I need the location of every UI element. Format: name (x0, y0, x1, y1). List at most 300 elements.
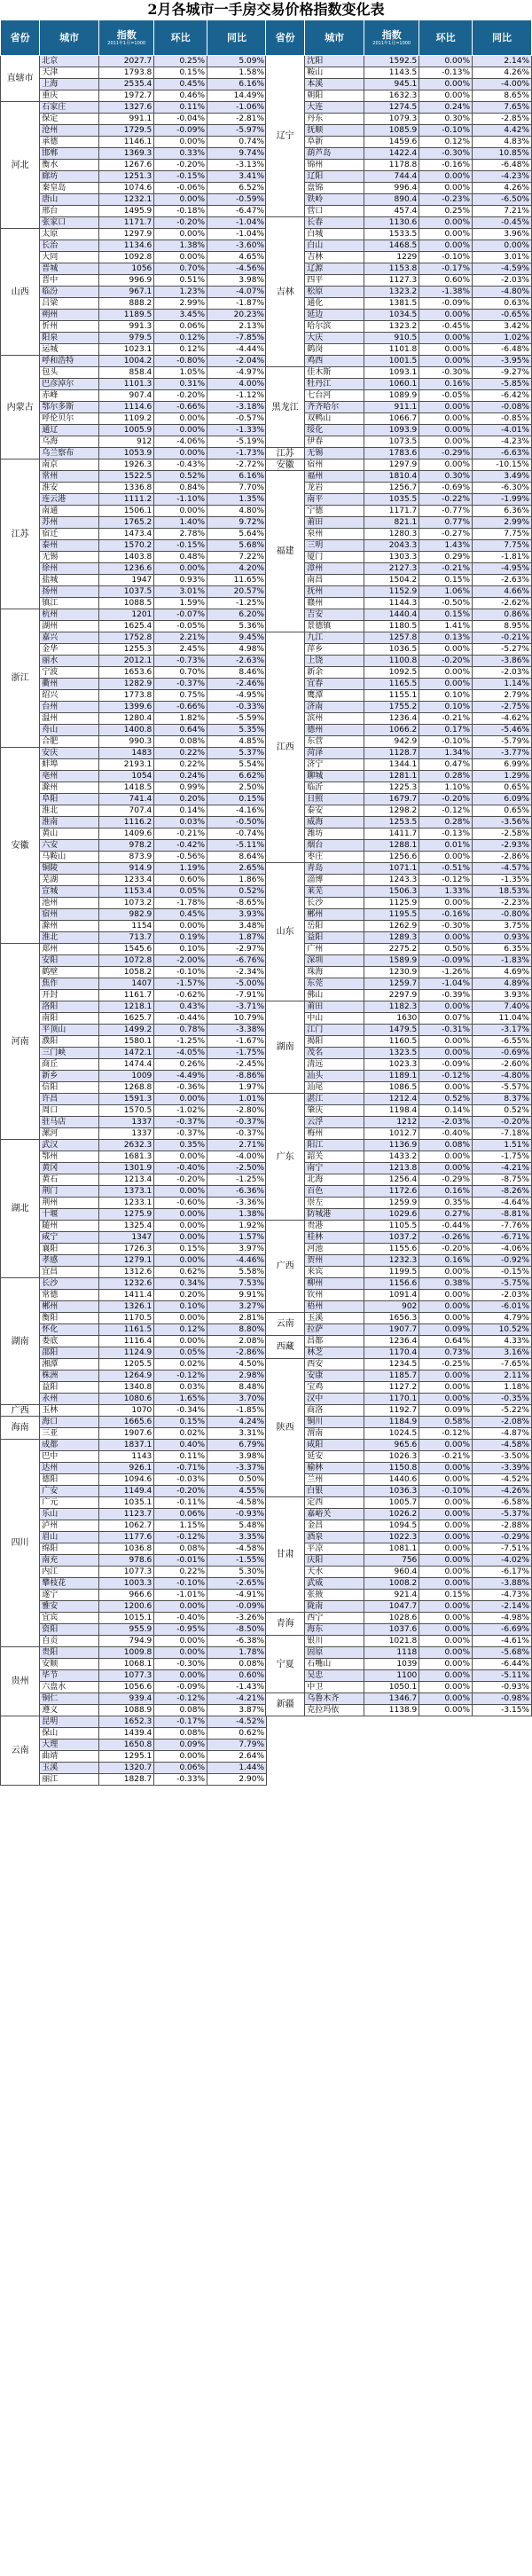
index-cell: 1073.2 (99, 898, 154, 909)
table-row (266, 690, 532, 702)
city-cell: 海口 (40, 1417, 99, 1428)
table-row (266, 644, 532, 656)
mom-cell: 0.09% (154, 1740, 207, 1751)
city-cell: 宁波 (40, 667, 99, 679)
yoy-cell: 8.65% (473, 90, 532, 102)
city-cell: 乌兰察布 (40, 448, 99, 459)
yoy-cell: 3.93% (473, 990, 532, 1001)
index-cell: 1570.5 (99, 1105, 154, 1117)
yoy-cell: -4.00% (473, 79, 532, 90)
yoy-cell: 6.62% (207, 771, 267, 782)
yoy-cell: 1.29% (473, 771, 532, 782)
city-cell: 黄山 (40, 829, 99, 840)
city-cell: 包头 (40, 367, 99, 379)
city-cell: 宜春 (305, 679, 364, 690)
table-row (266, 506, 532, 517)
yoy-cell: -5.75% (473, 1278, 532, 1290)
yoy-cell: -4.80% (473, 287, 532, 298)
mom-cell: 0.16% (419, 1186, 473, 1198)
yoy-cell: -4.26% (473, 1486, 532, 1497)
table-row (1, 794, 267, 805)
province-cell: 贵州 (1, 1647, 40, 1716)
table-row (1, 1451, 267, 1463)
city-cell: 临汾 (40, 287, 99, 298)
table-row (266, 321, 532, 333)
table-row (266, 1290, 532, 1301)
index-cell: 967.1 (99, 287, 154, 298)
index-cell: 1116.4 (99, 1336, 154, 1347)
city-cell: 石嘴山 (305, 1659, 364, 1670)
table-row (1, 471, 267, 483)
index-cell: 1111.2 (99, 494, 154, 506)
city-cell: 娄底 (40, 1336, 99, 1347)
city-cell: 曲靖 (40, 1751, 99, 1763)
city-cell: 阜阳 (40, 794, 99, 805)
city-cell: 平顶山 (40, 1025, 99, 1036)
mom-cell: 0.00% (419, 1001, 473, 1013)
city-cell: 鹤岗 (305, 344, 364, 356)
yoy-cell: -3.13% (207, 160, 267, 171)
city-cell: 承德 (40, 137, 99, 148)
mom-cell: -0.40% (154, 1613, 207, 1624)
yoy-cell: -3.88% (473, 1578, 532, 1590)
city-cell: 茂名 (305, 1048, 364, 1059)
mom-cell: -0.12% (419, 1428, 473, 1440)
mom-cell: 0.07% (419, 1013, 473, 1025)
index-cell: 1213.8 (364, 1163, 419, 1174)
table-row (1, 1336, 267, 1347)
table-row (266, 1001, 532, 1013)
table-row (266, 736, 532, 748)
city-cell: 绵阳 (40, 1543, 99, 1555)
yoy-cell: 4.26% (473, 67, 532, 79)
index-cell: 1926.3 (99, 459, 154, 471)
table-row (1, 1405, 267, 1417)
mom-cell: -0.22% (419, 494, 473, 506)
mom-cell: 0.00% (154, 137, 207, 148)
city-cell: 遂宁 (40, 1590, 99, 1601)
table-row (266, 1232, 532, 1244)
mom-cell: -0.30% (419, 148, 473, 160)
index-cell: 978.6 (99, 1555, 154, 1567)
yoy-cell: 4.85% (207, 736, 267, 748)
mom-cell: 0.52% (419, 1094, 473, 1105)
index-cell: 1262.9 (364, 921, 419, 932)
yoy-cell: -2.03% (473, 1290, 532, 1301)
mom-cell: -0.20% (154, 390, 207, 402)
index-cell: 1039 (364, 1659, 419, 1670)
table-row (266, 598, 532, 609)
index-cell: 1773.8 (99, 690, 154, 702)
mom-cell: 0.40% (154, 1440, 207, 1451)
yoy-cell: 7.53% (207, 1278, 267, 1290)
mom-cell: 1.38% (154, 240, 207, 252)
mom-cell: -0.10% (419, 252, 473, 263)
table-row (266, 1198, 532, 1209)
yoy-cell: -1.43% (207, 1682, 267, 1693)
yoy-cell: 4.50% (207, 1359, 267, 1370)
yoy-cell: -3.37% (207, 1463, 267, 1474)
province-cell: 广西 (266, 1221, 305, 1313)
table-row (266, 448, 532, 459)
mom-cell: 0.00% (154, 194, 207, 206)
city-cell: 淮安 (40, 483, 99, 494)
table-row (266, 1071, 532, 1082)
mom-cell: 0.16% (419, 1255, 473, 1267)
table-header-row (1, 20, 267, 56)
city-cell: 广安 (40, 1486, 99, 1497)
yoy-cell: -0.98% (473, 1693, 532, 1705)
table-row (1, 1520, 267, 1532)
yoy-cell: -4.73% (473, 1590, 532, 1601)
yoy-cell: 9.45% (207, 632, 267, 644)
table-row (1, 1428, 267, 1440)
yoy-cell: 9.74% (207, 148, 267, 160)
mom-cell: 0.00% (154, 563, 207, 575)
yoy-cell: -4.44% (207, 344, 267, 356)
yoy-cell: -1.85% (207, 1405, 267, 1417)
city-cell: 乐山 (40, 1509, 99, 1520)
mom-cell: -0.34% (154, 1405, 207, 1417)
city-cell: 焦作 (40, 978, 99, 990)
mom-cell: -0.13% (419, 67, 473, 79)
index-cell: 744.4 (364, 171, 419, 183)
index-cell: 1504.2 (364, 575, 419, 586)
mom-cell: -1.10% (154, 494, 207, 506)
yoy-cell: 2.99% (473, 517, 532, 529)
yoy-cell: 0.63% (473, 298, 532, 310)
city-cell: 齐齐哈尔 (305, 402, 364, 413)
city-cell: 四平 (305, 275, 364, 287)
col-header-city: 城市 (40, 20, 99, 56)
mom-cell: 0.09% (419, 1324, 473, 1336)
mom-cell: -0.16% (419, 160, 473, 171)
index-cell: 1050.1 (364, 1682, 419, 1693)
mom-cell: -0.07% (154, 609, 207, 621)
yoy-cell: 5.37% (207, 748, 267, 759)
mom-cell: 0.00% (154, 1094, 207, 1105)
index-cell: 1495.9 (99, 206, 154, 217)
index-cell: 1172.6 (364, 1186, 419, 1198)
col-header-index (364, 20, 419, 56)
yoy-cell: 3.98% (207, 1451, 267, 1463)
table-row (266, 1025, 532, 1036)
mom-cell: 0.00% (419, 1267, 473, 1278)
yoy-cell: 1.02% (473, 333, 532, 344)
index-cell: 2297.9 (364, 990, 419, 1001)
yoy-cell: -6.01% (473, 1301, 532, 1313)
col-header-province: 省份 (1, 20, 40, 56)
index-cell: 1068.1 (99, 1659, 154, 1670)
city-cell: 阜新 (305, 137, 364, 148)
index-cell: 1080.6 (99, 1394, 154, 1405)
mom-cell: -1.04% (419, 978, 473, 990)
yoy-cell: -2.08% (473, 1417, 532, 1428)
table-row (266, 1705, 532, 1716)
mom-cell: -0.42% (154, 840, 207, 852)
table-row (266, 1163, 532, 1174)
yoy-cell: -0.08% (473, 402, 532, 413)
table-row (266, 1486, 532, 1497)
city-cell: 杭州 (40, 609, 99, 621)
mom-cell: 0.00% (419, 1624, 473, 1636)
yoy-cell: -1.55% (207, 1555, 267, 1567)
table-row (266, 1405, 532, 1417)
mom-cell: 0.64% (154, 725, 207, 736)
city-cell: 西安 (305, 1359, 364, 1370)
table-row (1, 1463, 267, 1474)
table-row (266, 898, 532, 909)
index-cell: 1114.6 (99, 402, 154, 413)
mom-cell: 0.12% (419, 137, 473, 148)
table-row (266, 1578, 532, 1590)
index-cell: 1312.6 (99, 1267, 154, 1278)
index-cell: 1440.6 (364, 1474, 419, 1486)
city-cell: 大同 (40, 252, 99, 263)
yoy-cell: -6.50% (473, 194, 532, 206)
province-cell: 云南 (1, 1716, 40, 1786)
province-cell: 湖南 (266, 1001, 305, 1094)
index-cell: 1259.7 (364, 978, 419, 990)
city-cell: 松原 (305, 287, 364, 298)
table-row (266, 967, 532, 978)
table-row (1, 1728, 267, 1740)
table-row (266, 575, 532, 586)
table-row (1, 575, 267, 586)
mom-cell: -0.20% (154, 217, 207, 229)
table-row (1, 402, 267, 413)
yoy-cell: 8.80% (207, 1324, 267, 1336)
table-row (1, 748, 267, 759)
yoy-cell: 3.01% (473, 252, 532, 263)
index-cell: 1479.5 (364, 1025, 419, 1036)
city-cell: 拉萨 (305, 1324, 364, 1336)
index-cell: 2012.1 (99, 656, 154, 667)
mom-cell: -4.06% (154, 436, 207, 448)
city-cell: 石家庄 (40, 102, 99, 114)
city-cell: 张掖 (305, 1590, 364, 1601)
index-cell: 1124.9 (99, 1347, 154, 1359)
index-cell: 1198.4 (364, 1105, 419, 1117)
city-cell: 绍兴 (40, 690, 99, 702)
city-cell: 保山 (40, 1728, 99, 1740)
index-cell: 1326.1 (99, 1301, 154, 1313)
index-cell: 942.9 (364, 736, 419, 748)
index-cell: 1205.5 (99, 1359, 154, 1370)
city-cell: 濮阳 (40, 1036, 99, 1048)
mom-cell: -0.20% (154, 160, 207, 171)
mom-cell: 0.00% (419, 1048, 473, 1059)
table-row (1, 621, 267, 632)
city-cell: 安阳 (40, 955, 99, 967)
table-row (1, 171, 267, 183)
index-cell: 1149.4 (99, 1486, 154, 1497)
city-cell: 沈阳 (305, 56, 364, 67)
table-row (1, 863, 267, 875)
yoy-cell: -2.85% (473, 114, 532, 125)
city-cell: 朔州 (40, 310, 99, 321)
yoy-cell: 1.35% (207, 494, 267, 506)
table-row (1, 990, 267, 1001)
index-cell: 1066.7 (364, 413, 419, 425)
table-row (1, 1174, 267, 1186)
index-cell: 1533.5 (364, 229, 419, 240)
yoy-cell: -4.02% (473, 1555, 532, 1567)
city-cell: 汉中 (305, 1394, 364, 1405)
yoy-cell: -6.76% (207, 955, 267, 967)
yoy-cell: -3.95% (473, 356, 532, 367)
index-cell: 1058.2 (99, 967, 154, 978)
table-row (266, 955, 532, 967)
table-row (266, 875, 532, 886)
yoy-cell: -6.42% (473, 390, 532, 402)
mom-cell: -1.02% (154, 1105, 207, 1117)
index-cell: 1230.9 (364, 967, 419, 978)
index-cell: 1337 (99, 1128, 154, 1140)
yoy-cell: 0.52% (207, 886, 267, 898)
mom-cell: -0.12% (419, 875, 473, 886)
table-row (266, 1244, 532, 1255)
index-cell: 1185.7 (364, 1370, 419, 1382)
city-cell: 金昌 (305, 1520, 364, 1532)
table-row (1, 1128, 267, 1140)
mom-cell: 0.12% (154, 344, 207, 356)
table-row (266, 990, 532, 1001)
index-cell: 1177.6 (99, 1532, 154, 1543)
province-cell: 黑龙江 (266, 367, 305, 448)
table-row (266, 921, 532, 932)
city-cell: 通辽 (40, 425, 99, 436)
city-cell: 邯郸 (40, 148, 99, 160)
table-row (266, 1278, 532, 1290)
index-cell: 1004.2 (99, 356, 154, 367)
city-cell: 长治 (40, 240, 99, 252)
index-header-note: 2011年1月=1000 (372, 41, 411, 46)
province-cell: 吉林 (266, 217, 305, 367)
yoy-cell: -7.91% (207, 990, 267, 1001)
mom-cell: 1.41% (419, 621, 473, 632)
city-cell: 丽水 (40, 656, 99, 667)
mom-cell: 0.20% (154, 794, 207, 805)
mom-cell: -0.20% (154, 1174, 207, 1186)
city-cell: 荆州 (40, 1198, 99, 1209)
table-row (266, 494, 532, 506)
city-cell: 商洛 (305, 1405, 364, 1417)
index-cell: 1793.8 (99, 67, 154, 79)
index-cell: 1340.8 (99, 1382, 154, 1394)
city-cell: 镇江 (40, 598, 99, 609)
index-cell: 1182.3 (364, 1001, 419, 1013)
yoy-cell: 6.79% (207, 1440, 267, 1451)
mom-cell: 0.00% (154, 1313, 207, 1324)
city-cell: 临沂 (305, 782, 364, 794)
city-cell: 玉溪 (40, 1763, 99, 1774)
index-cell: 794.9 (99, 1636, 154, 1647)
index-cell: 1297.9 (364, 459, 419, 471)
yoy-cell: -8.50% (207, 1624, 267, 1636)
mom-cell: -1.78% (154, 898, 207, 909)
mom-cell: 0.00% (419, 1474, 473, 1486)
table-row (266, 56, 532, 67)
mom-cell: 0.25% (154, 56, 207, 67)
table-row (266, 1359, 532, 1370)
index-cell: 1232.1 (99, 194, 154, 206)
mom-cell: -0.25% (419, 1359, 473, 1370)
yoy-cell: 1.18% (473, 1382, 532, 1394)
yoy-cell: -4.00% (207, 1151, 267, 1163)
yoy-cell: 18.53% (473, 886, 532, 898)
index-cell: 1474.4 (99, 1059, 154, 1071)
city-cell: 海东 (305, 1624, 364, 1636)
index-cell: 1036.5 (364, 644, 419, 656)
index-cell: 1256.6 (364, 852, 419, 863)
mom-cell: 0.28% (419, 817, 473, 829)
city-cell: 常州 (40, 471, 99, 483)
table-row (1, 229, 267, 240)
province-cell: 新疆 (266, 1693, 305, 1716)
yoy-cell: -5.37% (473, 1509, 532, 1520)
table-row (1, 1682, 267, 1693)
table-row (1, 817, 267, 829)
table-row (266, 160, 532, 171)
yoy-cell: 0.60% (207, 1670, 267, 1682)
index-cell: 1161.5 (99, 1324, 154, 1336)
yoy-cell: 1.57% (207, 1232, 267, 1244)
index-cell: 1101.8 (364, 344, 419, 356)
mom-cell: 0.20% (154, 1290, 207, 1301)
table-row (1, 1082, 267, 1094)
index-cell: 1282.9 (99, 679, 154, 690)
yoy-cell: 4.20% (207, 563, 267, 575)
mom-cell: 0.02% (154, 1359, 207, 1370)
mom-cell: 2.78% (154, 529, 207, 540)
mom-cell: 0.00% (419, 667, 473, 679)
table-row (266, 379, 532, 390)
index-cell: 1074.6 (99, 183, 154, 194)
table-row (266, 1151, 532, 1163)
mom-cell: 0.30% (419, 471, 473, 483)
yoy-cell: -5.68% (473, 1647, 532, 1659)
yoy-cell: -0.35% (473, 1394, 532, 1405)
table-row (266, 1255, 532, 1267)
city-cell: 北京 (40, 56, 99, 67)
mom-cell: 0.00% (419, 1613, 473, 1624)
city-cell: 伊春 (305, 436, 364, 448)
yoy-cell: 3.49% (473, 471, 532, 483)
mom-cell: 0.46% (154, 90, 207, 102)
table-row (1, 494, 267, 506)
city-cell: 秦皇岛 (40, 183, 99, 194)
city-cell: 三明 (305, 540, 364, 552)
city-cell: 攀枝花 (40, 1578, 99, 1590)
yoy-cell: -9.27% (473, 367, 532, 379)
index-header-note: 2011年1月=1000 (107, 41, 146, 46)
city-cell: 安顺 (40, 1659, 99, 1670)
city-cell: 朝阳 (305, 90, 364, 102)
yoy-cell: 0.93% (473, 932, 532, 944)
table-row (1, 840, 267, 852)
yoy-cell: 3.97% (207, 1244, 267, 1255)
city-cell: 怀化 (40, 1324, 99, 1336)
table-row (1, 1705, 267, 1716)
mom-cell: -0.29% (419, 448, 473, 459)
table-row (266, 863, 532, 875)
index-cell: 1152.9 (364, 586, 419, 598)
table-row (1, 379, 267, 390)
city-cell: 固原 (305, 1647, 364, 1659)
index-cell: 1289.3 (364, 932, 419, 944)
table-row (266, 782, 532, 794)
